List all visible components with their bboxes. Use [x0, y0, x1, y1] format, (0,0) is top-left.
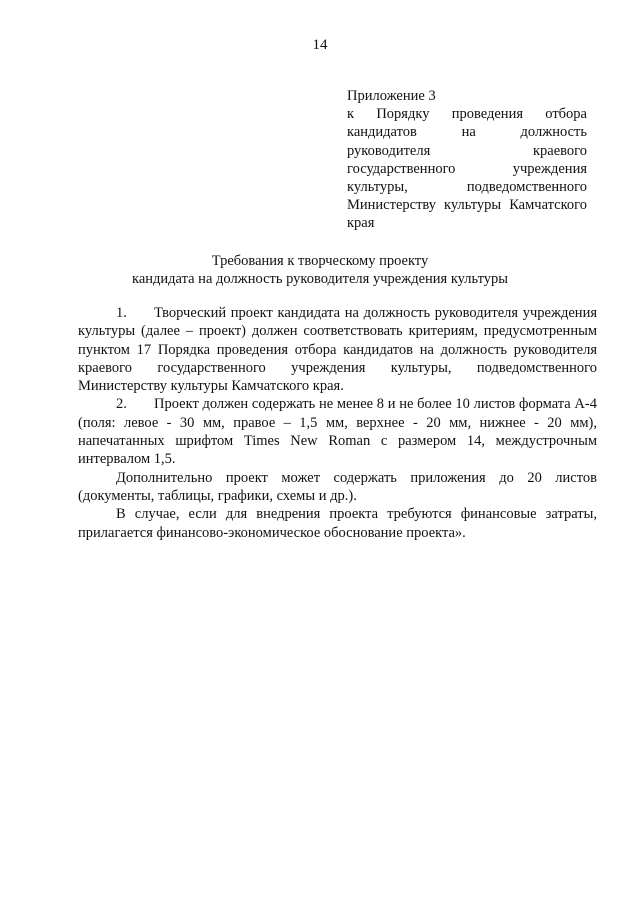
heading-line-1: Требования к творческому проекту — [211, 253, 429, 269]
appendix-block — [347, 87, 587, 233]
paragraph-text: Дополнительно проект может содержать приложения до 20 листов (документы, таблицы, графики, схемы и др.). — [78, 469, 597, 504]
heading-line-2: кандидата на должность руководителя учреждения культуры — [132, 271, 508, 287]
document-body — [78, 304, 597, 542]
paragraph-text: В случае, если для внедрения проекта требуются финансовые затраты, прилагается финансово-экономическое обоснование проекта». — [78, 506, 597, 541]
paragraph — [78, 395, 597, 468]
appendix-title: Приложение 3 — [347, 88, 436, 104]
paragraph-text: Творческий проект кандидата на должность руководителя учреждения культуры (далее – проект) должен соответствовать критериям, предусмотренным пунктом 17 Порядка проведения отбора кандидатов на должность руководителя краевого государственного учреждения культуры, подведомственного Министерству культуры Камчатского края. — [78, 305, 597, 395]
paragraph — [78, 469, 597, 506]
paragraph — [78, 304, 597, 395]
paragraph — [78, 505, 597, 542]
paragraph-text: Проект должен содержать не менее 8 и не более 10 листов формата А-4 (поля: левое - 30 мм, правое – 1,5 мм, верхнее - 20 мм, нижнее - 20 мм), напечатанных шрифтом Times New Roman с размером 14, междустрочным интервалом 1,5. — [78, 396, 597, 468]
paragraph-number: 1. — [116, 305, 127, 321]
page-number: 14 — [312, 37, 328, 53]
paragraph-number: 2. — [116, 396, 127, 413]
appendix-text: к Порядку проведения отбора кандидатов на должность руководителя краевого государственного учреждения культуры, подведомственного Министерству культуры Камчатского края — [347, 106, 587, 232]
document-heading — [0, 252, 640, 288]
